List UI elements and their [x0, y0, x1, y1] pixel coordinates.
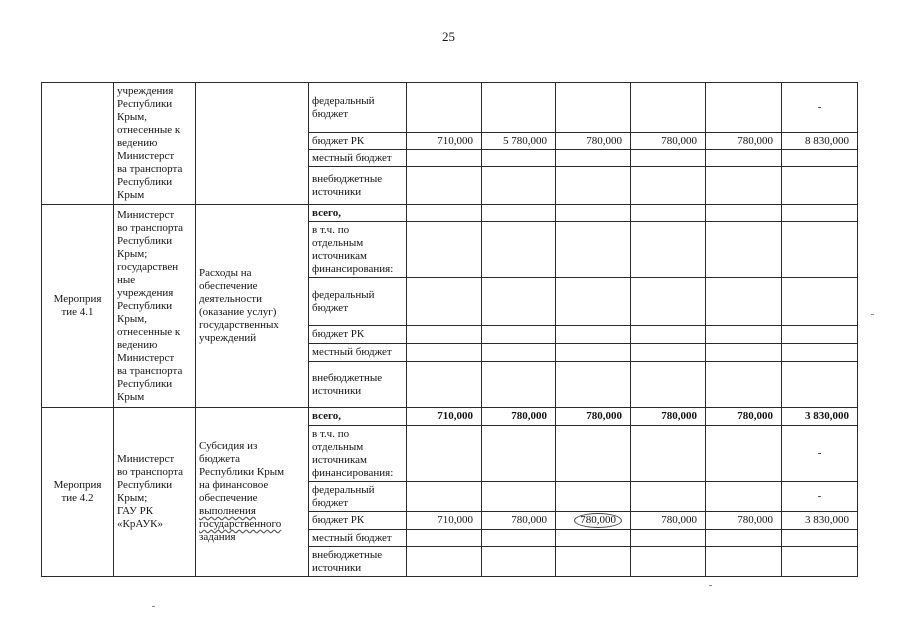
value-cell [631, 278, 706, 326]
description-line: Субсидия из [199, 440, 258, 452]
value-cell [556, 426, 631, 482]
value-cell [482, 150, 556, 167]
responsible-line: ГАУ РК [117, 505, 154, 517]
funding-source: внебюджетные источники [309, 167, 407, 205]
responsible-line: Крым, [117, 312, 147, 325]
value-cell: - [782, 83, 858, 133]
scan-speck [152, 606, 155, 607]
responsible-line: государствен [117, 260, 179, 273]
circled-value: 780,000 [574, 513, 622, 528]
value-cell [706, 83, 782, 133]
value-cell [706, 222, 782, 278]
value-cell [706, 426, 782, 482]
value-cell [631, 150, 706, 167]
value-cell [407, 222, 482, 278]
value-cell [482, 426, 556, 482]
funding-source: в т.ч. по отдельным источникам финансирования: [309, 426, 407, 482]
responsible-line: Республики [117, 234, 173, 247]
responsible-line: Министерст [117, 208, 175, 221]
description-cell [196, 408, 309, 577]
funding-source: местный бюджет [309, 150, 407, 167]
description-line: обеспечение [199, 492, 258, 504]
value-cell: 780,000 [556, 408, 631, 426]
responsible-line: ные [117, 273, 136, 286]
value-cell: 780,000 [706, 512, 782, 530]
value-cell: 780,000 [631, 133, 706, 150]
value-cell: 780,000 [556, 133, 631, 150]
responsible-line: Министерст [117, 351, 175, 364]
responsible-line: учреждения [117, 286, 174, 299]
event-label: Мероприя тие 4.2 [42, 408, 114, 577]
responsible-line: во транспорта [117, 221, 184, 234]
value-cell [631, 83, 706, 133]
funding-source: всего, [309, 205, 407, 222]
responsible-line: во транспорта [117, 466, 184, 478]
value-cell [482, 362, 556, 408]
value-cell: 780,000 [706, 408, 782, 426]
table-row [42, 205, 858, 222]
value-cell [631, 205, 706, 222]
value-cell [556, 512, 631, 530]
value-cell [782, 150, 858, 167]
responsible-line: отнесенные к [117, 124, 181, 136]
funding-source: федеральный бюджет [309, 482, 407, 512]
value-cell: - [782, 426, 858, 482]
value-cell: 710,000 [407, 133, 482, 150]
value-cell [407, 426, 482, 482]
value-cell [556, 326, 631, 344]
value-cell [782, 222, 858, 278]
responsible-line: Крым [117, 189, 145, 201]
value-cell [407, 344, 482, 362]
description-line: выполнения [199, 505, 256, 517]
value-cell [556, 83, 631, 133]
value-cell [482, 222, 556, 278]
description-line: бюджета [199, 453, 241, 465]
scan-speck [871, 314, 874, 315]
value-cell: 780,000 [706, 133, 782, 150]
value-cell [706, 362, 782, 408]
value-cell: 5 780,000 [482, 133, 556, 150]
description-line: государственного [199, 518, 282, 530]
value-cell [706, 205, 782, 222]
value-cell [407, 326, 482, 344]
responsible-line: Республики [117, 377, 173, 390]
value-cell [782, 167, 858, 205]
value-cell [556, 482, 631, 512]
value-cell [556, 344, 631, 362]
table-row [42, 408, 858, 426]
value-cell [482, 530, 556, 547]
value-cell [556, 362, 631, 408]
funding-source: внебюджетные источники [309, 547, 407, 577]
value-cell [407, 83, 482, 133]
responsible-line: Республики [117, 299, 173, 312]
value-cell [407, 205, 482, 222]
responsible-line: Крым; [117, 247, 148, 260]
responsible-cell [114, 205, 196, 408]
value-cell [482, 278, 556, 326]
value-cell [556, 150, 631, 167]
value-cell [482, 482, 556, 512]
value-cell [631, 326, 706, 344]
description-line: Республики Крым [199, 466, 285, 478]
value-cell: 3 830,000 [782, 408, 858, 426]
responsible-line: учреждения [117, 85, 174, 97]
value-cell: 780,000 [631, 408, 706, 426]
value-cell [782, 205, 858, 222]
value-cell [782, 344, 858, 362]
event-label: Мероприя тие 4.1 [42, 205, 114, 408]
value-cell [631, 530, 706, 547]
funding-source: федеральный бюджет [309, 83, 407, 133]
event-cell-empty [42, 83, 114, 205]
value-cell [706, 547, 782, 577]
value-cell: 710,000 [407, 408, 482, 426]
value-cell [706, 278, 782, 326]
table-row [42, 83, 858, 133]
responsible-line: ведению [117, 137, 158, 149]
value-cell [407, 530, 482, 547]
responsible-line: Республики [117, 479, 173, 491]
responsible-line: отнесенные к [117, 325, 181, 338]
value-cell [556, 547, 631, 577]
responsible-line: Министерст [117, 150, 175, 162]
funding-source: бюджет РК [309, 512, 407, 530]
description-cell: Расходы на обеспечение деятельности (оказание услуг) государственных учреждений [196, 205, 309, 408]
value-cell [631, 344, 706, 362]
value-cell [482, 326, 556, 344]
responsible-line: Крым, [117, 111, 147, 123]
responsible-cell [114, 83, 196, 205]
responsible-line: ведению [117, 338, 158, 351]
responsible-line: Министерст [117, 453, 175, 465]
value-cell [706, 150, 782, 167]
value-cell [706, 530, 782, 547]
value-cell [482, 344, 556, 362]
value-cell: 8 830,000 [782, 133, 858, 150]
value-cell [407, 482, 482, 512]
value-cell: 780,000 [482, 408, 556, 426]
value-cell [782, 530, 858, 547]
value-cell [631, 167, 706, 205]
value-cell [631, 222, 706, 278]
value-cell [556, 530, 631, 547]
value-cell [706, 344, 782, 362]
value-cell [407, 362, 482, 408]
responsible-line: Республики [117, 98, 173, 110]
funding-source: местный бюджет [309, 530, 407, 547]
value-cell [706, 326, 782, 344]
value-cell [482, 547, 556, 577]
value-cell: 3 830,000 [782, 512, 858, 530]
responsible-line: Крым; [117, 492, 148, 504]
description-cell-empty [196, 83, 309, 205]
value-cell [782, 362, 858, 408]
value-cell [782, 547, 858, 577]
value-cell [556, 205, 631, 222]
funding-source: внебюджетные источники [309, 362, 407, 408]
page-number: 25 [442, 29, 455, 44]
funding-source: в т.ч. по отдельным источникам финансирования: [309, 222, 407, 278]
value-cell [782, 278, 858, 326]
value-cell [407, 150, 482, 167]
funding-source: бюджет РК [309, 326, 407, 344]
value-cell [556, 222, 631, 278]
value-cell [482, 83, 556, 133]
value-cell [407, 167, 482, 205]
responsible-line: ва транспорта [117, 364, 183, 377]
value-cell: 780,000 [482, 512, 556, 530]
value-cell: 710,000 [407, 512, 482, 530]
scan-speck [709, 585, 712, 586]
budget-table [41, 82, 858, 577]
value-cell [482, 205, 556, 222]
responsible-line: Республики [117, 176, 173, 188]
value-cell [631, 482, 706, 512]
value-cell [407, 278, 482, 326]
description-line: задания [199, 531, 236, 543]
value-cell [556, 167, 631, 205]
value-cell [706, 167, 782, 205]
value-cell [706, 482, 782, 512]
value-cell [631, 547, 706, 577]
responsible-line: «КрАУК» [117, 518, 163, 530]
funding-source: местный бюджет [309, 344, 407, 362]
value-cell [407, 547, 482, 577]
funding-source: федеральный бюджет [309, 278, 407, 326]
value-cell [631, 362, 706, 408]
value-cell: 780,000 [631, 512, 706, 530]
funding-source: бюджет РК [309, 133, 407, 150]
value-cell: - [782, 482, 858, 512]
value-cell [556, 278, 631, 326]
funding-source: всего, [309, 408, 407, 426]
responsible-line: Крым [117, 390, 145, 403]
value-cell [631, 426, 706, 482]
value-cell [482, 167, 556, 205]
responsible-cell [114, 408, 196, 577]
value-cell [782, 326, 858, 344]
responsible-line: ва транспорта [117, 163, 183, 175]
description-line: на финансовое [199, 479, 269, 491]
